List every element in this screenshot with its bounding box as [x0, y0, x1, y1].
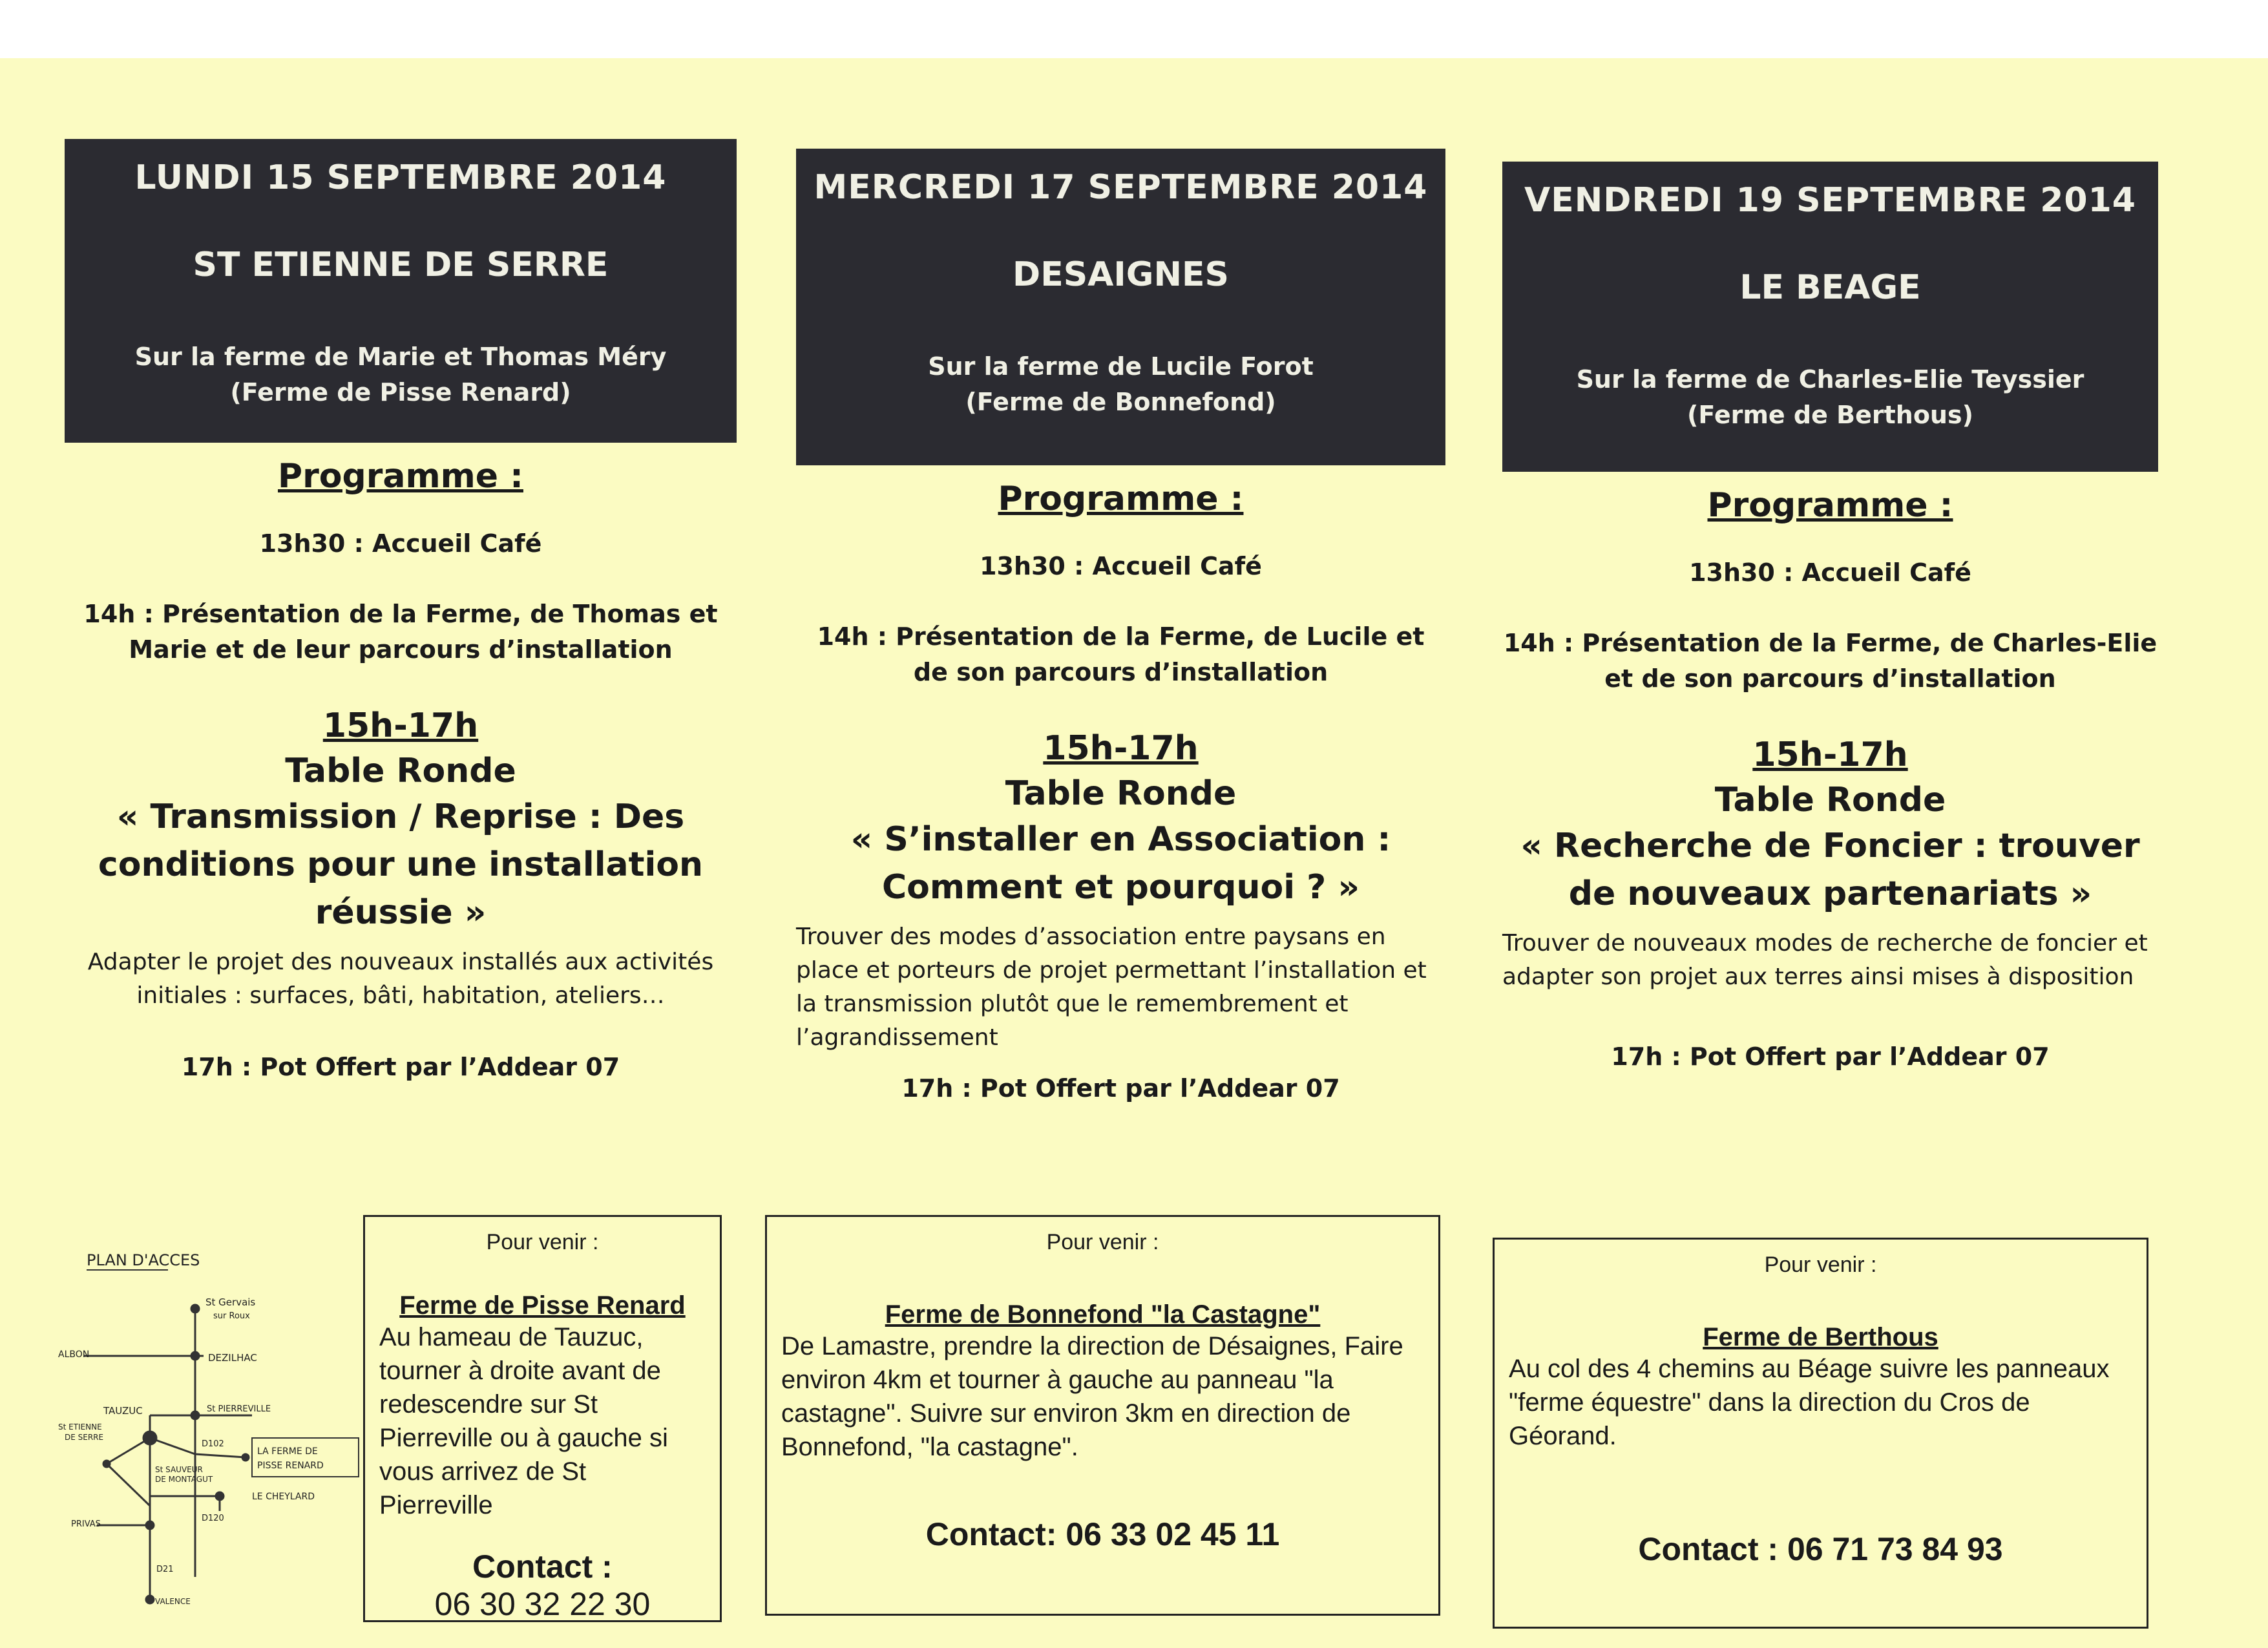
round-table-theme: « S’installer en Association : Comment et pourquoi ? »: [850, 820, 1391, 907]
programme-title: Programme :: [998, 480, 1244, 518]
pour-venir-label: Pour venir :: [1046, 1230, 1159, 1254]
map-label: D102: [202, 1439, 224, 1449]
access-farm-name: Ferme de Berthous: [1703, 1323, 1938, 1351]
event-host: [1502, 362, 2158, 433]
event-host: [65, 339, 737, 410]
map-label: VALENCE: [155, 1597, 191, 1606]
presentation-line: 14h : Présentation de la Ferme, de Charles-Elie et de son parcours d’installation: [1503, 629, 2158, 693]
programme-title: Programme :: [1707, 486, 1953, 525]
map-label: sur Roux: [213, 1311, 250, 1321]
map-label: St SAUVEUR: [155, 1465, 203, 1474]
map-label: D21: [156, 1565, 174, 1574]
map-farm-label: LA FERME DE: [257, 1446, 318, 1457]
closing-drink: 17h : Pot Offert par l’Addear 07: [1611, 1042, 2050, 1071]
round-table-title: Table Ronde: [1714, 781, 1946, 819]
host-farm-line: (Ferme de Pisse Renard): [230, 378, 571, 407]
access-directions: Au col des 4 chemins au Béage suivre les panneaux "ferme équestre" dans la direction du Cros de Géorand.: [1509, 1355, 2110, 1450]
contact-line: Contact : 06 71 73 84 93: [1638, 1531, 2003, 1567]
event-host: [796, 349, 1445, 420]
pour-venir-label: Pour venir :: [486, 1230, 599, 1254]
access-box-pisse-renard: [363, 1215, 722, 1622]
map-label: D120: [202, 1514, 224, 1523]
closing-drink: 17h : Pot Offert par l’Addear 07: [901, 1074, 1340, 1103]
map-label: LE CHEYLARD: [252, 1492, 315, 1502]
access-box-berthous: [1493, 1238, 2148, 1629]
access-directions: De Lamastre, prendre la direction de Désaignes, Faire environ 4km et tourner à gauche au panneau "la castagne". Suivre sur environ 3km en direction de Bonnefond, "la castagne".: [781, 1332, 1403, 1461]
host-farm-line: (Ferme de Berthous): [1687, 401, 1973, 429]
map-label: DEZILHAC: [208, 1352, 257, 1364]
pour-venir-label: Pour venir :: [1764, 1252, 1877, 1277]
event-banner: [65, 139, 737, 443]
round-table-description: Trouver de nouveaux modes de recherche de foncier et adapter son projet aux terres ainsi mises à disposition: [1502, 930, 2148, 990]
access-directions: Au hameau de Tauzuc, tourner à droite avant de redescendre sur St Pierreville ou à gauche si vous arrivez de St Pierreville: [379, 1323, 668, 1519]
map-label: St Gervais: [205, 1296, 256, 1308]
round-table-theme: « Recherche de Foncier : trouver de nouveaux partenariats »: [1520, 827, 2140, 913]
map-label: ALBON: [58, 1349, 90, 1360]
contact-label: Contact :: [472, 1548, 613, 1585]
host-line: Sur la ferme de Marie et Thomas Méry: [134, 343, 667, 371]
map-label: St PIERREVILLE: [207, 1404, 271, 1414]
accueil-line: 13h30 : Accueil Café: [1689, 558, 1971, 587]
map-label: St ETIENNE: [58, 1422, 102, 1431]
presentation-line: 14h : Présentation de la Ferme, de Lucile et de son parcours d’installation: [817, 622, 1425, 686]
event-column-friday: [1502, 162, 2158, 1071]
contact-number: 06 30 32 22 30: [434, 1586, 651, 1622]
access-farm-name: Ferme de Pisse Renard: [399, 1291, 686, 1320]
map-label: TAUZUC: [103, 1405, 143, 1417]
access-box-bonnefond: [765, 1215, 1440, 1616]
map-label: DE SERRE: [65, 1433, 104, 1442]
event-banner: [796, 149, 1445, 465]
event-place: LE BEAGE: [1739, 268, 1921, 307]
accueil-line: 13h30 : Accueil Café: [259, 529, 542, 558]
access-farm-name: Ferme de Bonnefond "la Castagne": [885, 1300, 1321, 1329]
access-map: [58, 1241, 362, 1609]
event-place: ST ETIENNE DE SERRE: [193, 246, 609, 284]
map-label: PRIVAS: [71, 1519, 101, 1529]
closing-drink: 17h : Pot Offert par l’Addear 07: [181, 1053, 620, 1081]
programme-title: Programme :: [278, 457, 523, 496]
event-column-wednesday: [796, 149, 1445, 1103]
presentation-line: 14h : Présentation de la Ferme, de Thomas et Marie et de leur parcours d’installation: [83, 600, 718, 664]
contact-line: Contact: 06 33 02 45 11: [925, 1516, 1280, 1552]
event-date: LUNDI 15 SEPTEMBRE 2014: [134, 158, 667, 197]
event-column-monday: [65, 139, 737, 1081]
round-table-time: 15h-17h: [322, 706, 479, 745]
event-banner: [1502, 162, 2158, 472]
round-table-title: Table Ronde: [285, 752, 516, 790]
host-line: Sur la ferme de Lucile Forot: [928, 352, 1314, 381]
round-table-time: 15h-17h: [1043, 729, 1199, 768]
map-farm-label: PISSE RENARD: [257, 1461, 324, 1471]
event-place: DESAIGNES: [1013, 255, 1229, 294]
round-table-title: Table Ronde: [1005, 774, 1237, 813]
host-line: Sur la ferme de Charles-Elie Teyssier: [1576, 365, 2084, 394]
map-title: PLAN D'ACCES: [87, 1251, 200, 1269]
round-table-time: 15h-17h: [1752, 735, 1908, 774]
host-farm-line: (Ferme de Bonnefond): [965, 388, 1276, 416]
accueil-line: 13h30 : Accueil Café: [980, 552, 1262, 580]
event-date: VENDREDI 19 SEPTEMBRE 2014: [1524, 181, 2136, 220]
event-date: MERCREDI 17 SEPTEMBRE 2014: [814, 168, 1428, 207]
round-table-description: Adapter le projet des nouveaux installés aux activités initiales : surfaces, bâti, habitation, ateliers…: [87, 949, 714, 1009]
round-table-description: Trouver des modes d’association entre paysans en place et porteurs de projet permettant l’installation et la transmission plutôt que le remembrement et l’agrandissement: [796, 924, 1427, 1051]
map-label: DE MONTAGUT: [155, 1475, 213, 1484]
round-table-theme: « Transmission / Reprise : Des conditions pour une installation réussie »: [98, 798, 704, 932]
